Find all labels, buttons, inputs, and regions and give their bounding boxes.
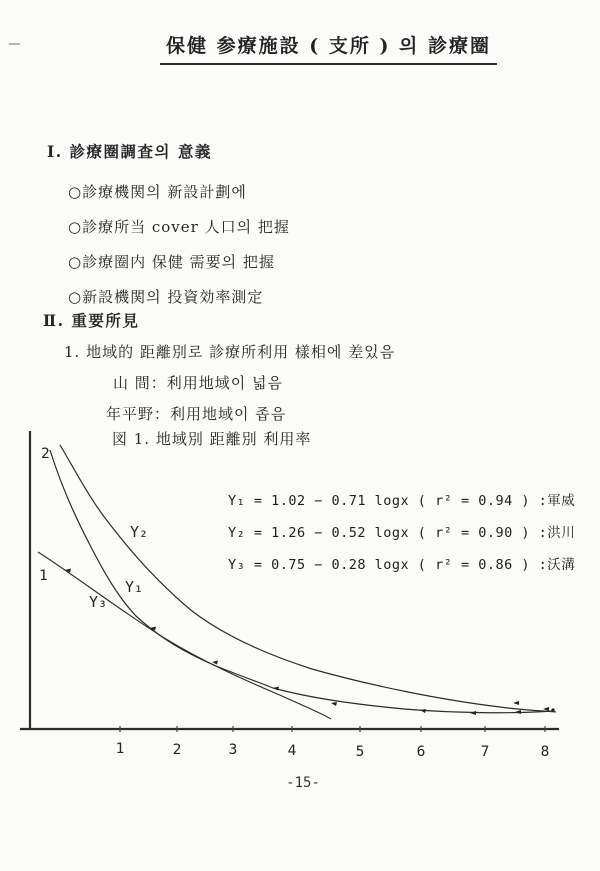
sub-item-plain: 年平野：利用地域이 좁음	[106, 405, 287, 423]
bullet-item: ○診療圈内 保健 需要의 把握	[68, 253, 275, 271]
equation-y3: Y₃ = 0.75 − 0.28 logx ( r² = 0.86 ) :沃溝	[228, 557, 576, 573]
y-tick-label: 1	[39, 568, 48, 584]
x-tick-label: 1	[115, 741, 125, 757]
y3-curve-label: Y₃	[89, 593, 108, 611]
x-tick-label: 3	[228, 742, 238, 758]
sub-item-mountain: 山 間：利用地域이 넓음	[113, 374, 284, 392]
bullet-item: ○診療所当 cover 人口의 把握	[68, 218, 290, 236]
x-tick-label: 5	[355, 744, 365, 760]
y2-curve-label: Y₂	[130, 523, 149, 541]
x-tick-label: 4	[287, 743, 297, 759]
figure-caption: 図 1. 地域別 距離別 利用率	[112, 430, 312, 448]
page-title: 保健 参療施設 ( 支所 ) 의 診療圈	[160, 31, 497, 65]
section-heading-2: Ⅱ. 重要所見	[43, 311, 140, 330]
bullet-item: ○診療機関의 新設計劃에	[68, 183, 247, 201]
bullet-item: ○新設機関의 投資効率測定	[68, 288, 264, 306]
y3-line	[38, 552, 331, 719]
x-tick-label: 7	[480, 744, 490, 760]
x-tick-label: 6	[416, 744, 426, 760]
x-tick-label: 2	[172, 742, 182, 758]
page-number: -15-	[286, 775, 320, 791]
equation-y2: Y₂ = 1.26 − 0.52 logx ( r² = 0.90 ) :洪川	[228, 525, 576, 541]
equation-y1: Y₁ = 1.02 − 0.71 logx ( r² = 0.94 ) :軍威	[228, 493, 576, 509]
y-tick-label: 2	[41, 446, 50, 462]
numbered-item-1: 1. 地域的 距離別로 診療所利用 樣相에 差있음	[64, 343, 396, 361]
y1-curve-label: Y₁	[125, 578, 144, 596]
section-heading-1: Ⅰ. 診療圈調査의 意義	[47, 142, 212, 161]
x-tick-label: 8	[540, 744, 550, 760]
